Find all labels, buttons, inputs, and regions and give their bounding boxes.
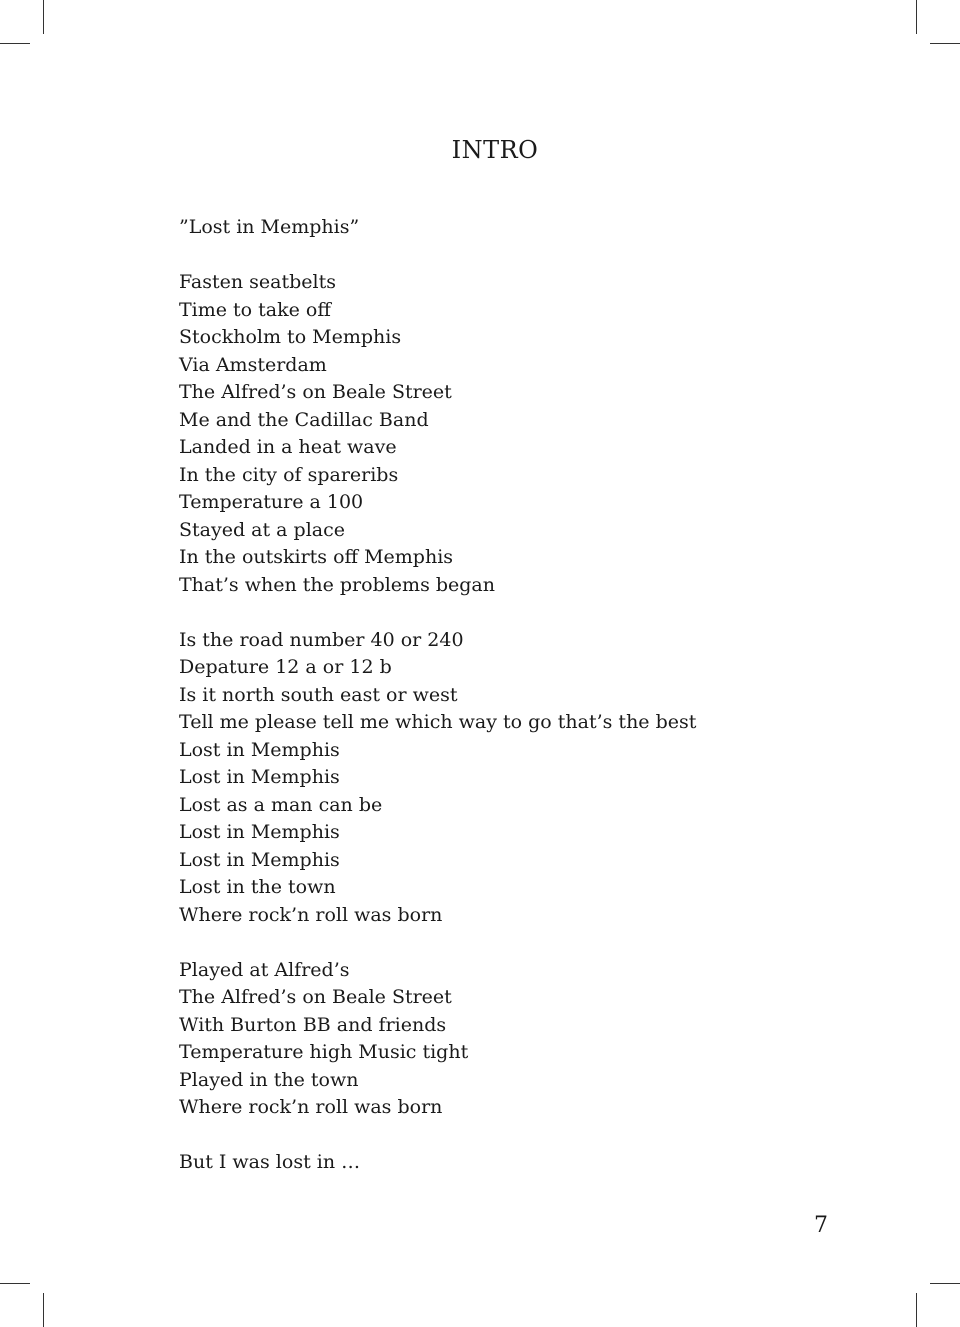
poem-line: The Alfred’s on Beale Street (179, 986, 452, 1008)
poem-line: That’s when the problems began (179, 573, 495, 596)
poem-line: Lost in Memphis (179, 766, 340, 788)
crop-mark-top-right-horizontal (930, 43, 960, 44)
poem-line: Where rock’n roll was born (179, 903, 443, 926)
poem-line: Me and the Cadillac Band (179, 408, 429, 431)
poem-line: Is it north south east or west (179, 683, 458, 706)
poem-line: Stockholm to Memphis (179, 326, 402, 348)
poem-line: Lost in Memphis (179, 821, 340, 843)
poem-line: Is the road number 40 or 240 (179, 628, 464, 651)
poem-line: Lost in the town (179, 876, 336, 898)
poem-line: Landed in a heat wave (179, 436, 397, 458)
poem-line: Lost in Memphis (179, 738, 340, 761)
poem-line: Played in the town (179, 1068, 359, 1091)
crop-mark-top-left-horizontal (0, 43, 30, 44)
poem-line: Via Amsterdam (179, 353, 327, 376)
crop-mark-bottom-right-horizontal (930, 1283, 960, 1284)
stanza-4 (179, 1149, 879, 1177)
poem-line: Played at Alfred’s (179, 958, 350, 981)
stanza-1 (179, 269, 879, 599)
poem-line: Depature 12 a or 12 b (179, 656, 392, 678)
poem-line: Temperature high Music tight (179, 1041, 469, 1063)
poem-line: Fasten seatbelts (179, 271, 336, 293)
poem-line: The Alfred’s on Beale Street (179, 381, 452, 403)
poem-line: Time to take off (179, 298, 331, 321)
crop-mark-bottom-left-vertical (43, 1293, 44, 1327)
crop-mark-bottom-right-vertical (916, 1293, 917, 1327)
poem-line: But I was lost in … (179, 1151, 361, 1173)
poem-line: Lost as a man can be (179, 793, 383, 816)
poem-line: Stayed at a place (179, 518, 345, 541)
page-number: 7 (814, 1213, 828, 1238)
poem-line: With Burton BB and friends (179, 1013, 447, 1036)
section-title: INTRO (451, 136, 539, 164)
crop-mark-top-right-vertical (916, 0, 917, 34)
stanza-3 (179, 957, 879, 1122)
poem (179, 214, 879, 1204)
poem-line: Lost in Memphis (179, 848, 340, 871)
poem-line: Tell me please tell me which way to go that’s the best (179, 711, 697, 733)
poem-line: Where rock’n roll was born (179, 1096, 443, 1118)
crop-mark-top-left-vertical (43, 0, 44, 34)
crop-mark-bottom-left-horizontal (0, 1283, 30, 1284)
poem-line: In the outskirts off Memphis (179, 546, 454, 568)
poem-line: Temperature a 100 (179, 491, 364, 513)
poem-line: In the city of spareribs (179, 463, 399, 486)
stanza-2 (179, 627, 879, 930)
poem-title: ”Lost in Memphis” (179, 216, 360, 238)
